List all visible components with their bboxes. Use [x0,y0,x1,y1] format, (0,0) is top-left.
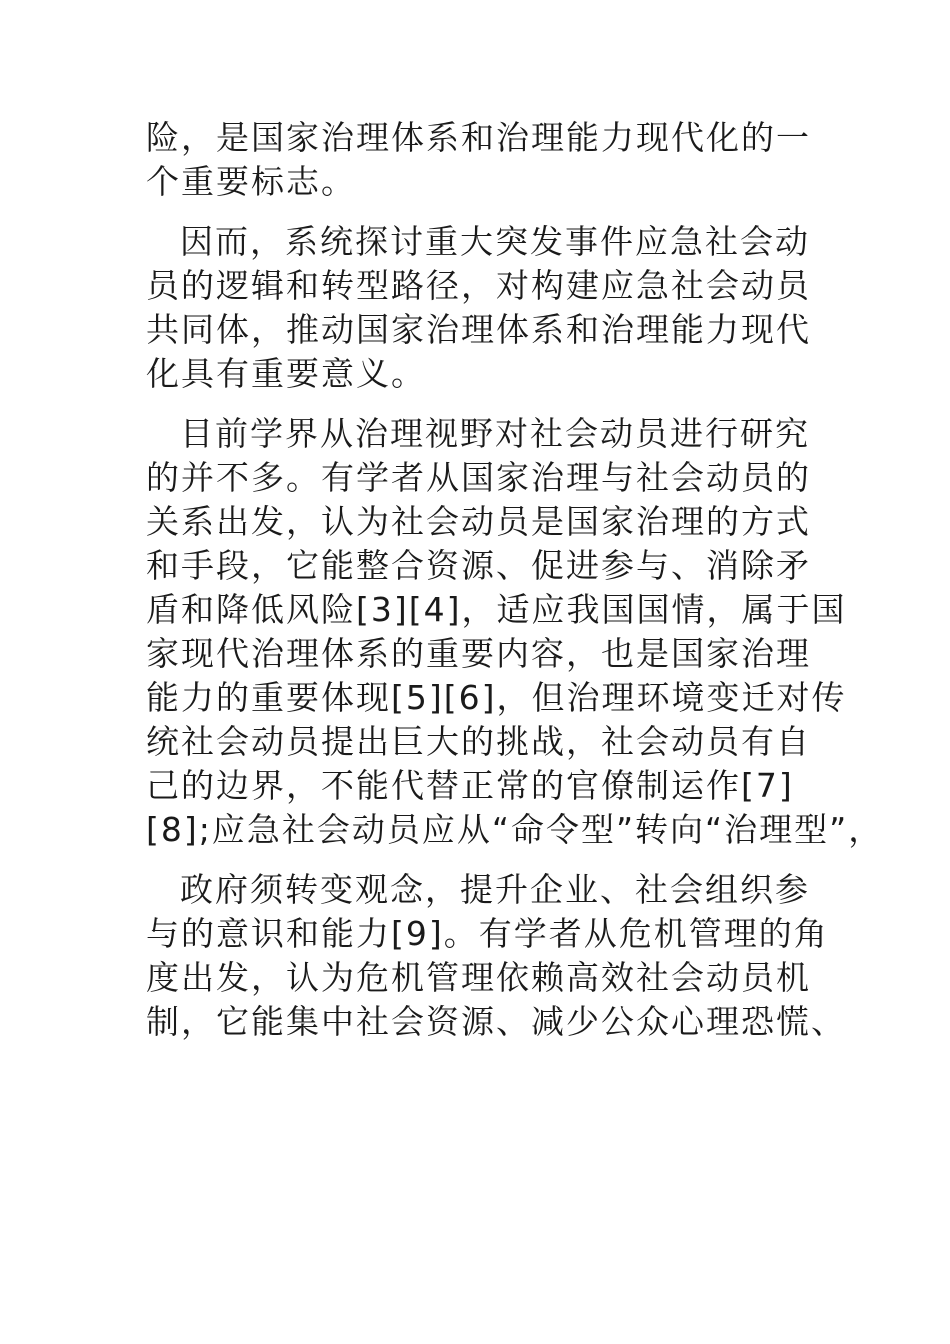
text-line: 盾和降低风险[3][4]，适应我国国情，属于国 [146,590,847,629]
text-line: 共同体，推动国家治理体系和治理能力现代 [146,310,811,349]
text-line: 险，是国家治理体系和治理能力现代化的一 [146,118,811,157]
text-line: 和手段，它能整合资源、促进参与、消除矛 [146,546,811,585]
text-line: 家现代治理体系的重要内容，也是国家治理 [146,634,811,673]
text-line: 目前学界从治理视野对社会动员进行研究 [180,414,810,453]
paragraph-4 [146,868,846,1044]
text-line: [8];应急社会动员应从“命令型”转向“治理型”， [146,810,884,849]
text-line: 与的意识和能力[9]。有学者从危机管理的角 [146,914,829,953]
paragraph-1 [146,116,830,204]
document-page [146,116,884,1044]
text-line: 个重要标志。 [146,162,356,201]
text-line: 能力的重要体现[5][6]，但治理环境变迁对传 [146,678,847,717]
text-line: 关系出发，认为社会动员是国家治理的方式 [146,502,811,541]
paragraph-2 [146,220,830,396]
paragraph-3 [146,412,884,852]
text-line: 制，它能集中社会资源、减少公众心理恐慌、 [146,1002,846,1041]
text-line: 政府须转变观念，提升企业、社会组织参 [180,870,810,909]
text-line: 因而，系统探讨重大突发事件应急社会动 [180,222,810,261]
text-line: 己的边界，不能代替正常的官僚制运作[7] [146,766,794,805]
text-line: 统社会动员提出巨大的挑战，社会动员有自 [146,722,811,761]
text-line: 化具有重要意义。 [146,354,426,393]
text-line: 员的逻辑和转型路径，对构建应急社会动员 [146,266,811,305]
text-line: 的并不多。有学者从国家治理与社会动员的 [146,458,811,497]
text-line: 度出发，认为危机管理依赖高效社会动员机 [146,958,811,997]
